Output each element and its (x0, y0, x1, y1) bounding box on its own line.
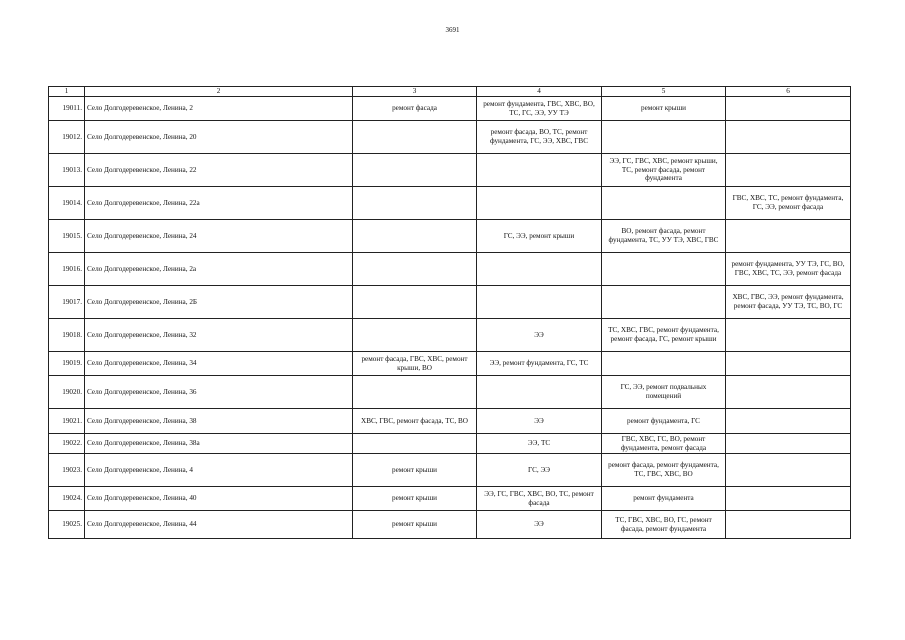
table-row (49, 376, 851, 409)
row-cell-3 (353, 286, 477, 319)
row-number: 19021. (49, 409, 85, 434)
row-cell-6: ХВС, ГВС, ЭЭ, ремонт фундамента, ремонт фасада, УУ ТЭ, ТС, ВО, ГС (726, 286, 851, 319)
row-cell-5: ремонт фасада, ремонт фундамента, ТС, ГВС, ХВС, ВО (602, 454, 726, 487)
row-cell-5 (602, 286, 726, 319)
row-cell-5: ВО, ремонт фасада, ремонт фундамента, ТС, УУ ТЭ, ХВС, ГВС (602, 220, 726, 253)
row-cell-6 (726, 409, 851, 434)
row-cell-5: ремонт фундамента (602, 487, 726, 511)
row-cell-4 (477, 286, 602, 319)
row-cell-6 (726, 154, 851, 187)
row-number: 19016. (49, 253, 85, 286)
row-cell-6 (726, 454, 851, 487)
row-cell-4 (477, 376, 602, 409)
column-header: 1 (49, 87, 85, 97)
row-cell-6: ремонт фундамента, УУ ТЭ, ГС, ВО, ГВС, ХВС, ТС, ЭЭ, ремонт фасада (726, 253, 851, 286)
row-cell-5 (602, 352, 726, 376)
row-number: 19022. (49, 434, 85, 454)
row-cell-3 (353, 154, 477, 187)
column-header: 2 (85, 87, 353, 97)
row-cell-5: ГВС, ХВС, ГС, ВО, ремонт фундамента, ремонт фасада (602, 434, 726, 454)
row-cell-4: ремонт фасада, ВО, ТС, ремонт фундамента, ГС, ЭЭ, ХВС, ГВС (477, 121, 602, 154)
row-cell-4: ЭЭ (477, 409, 602, 434)
table-row (49, 187, 851, 220)
row-cell-5: ТС, ХВС, ГВС, ремонт фундамента, ремонт фасада, ГС, ремонт крыши (602, 319, 726, 352)
row-cell-3 (353, 319, 477, 352)
row-number: 19019. (49, 352, 85, 376)
column-header: 3 (353, 87, 477, 97)
table-row (49, 121, 851, 154)
row-cell-5: ТС, ГВС, ХВС, ВО, ГС, ремонт фасада, ремонт фундамента (602, 511, 726, 539)
row-cell-3: ремонт крыши (353, 487, 477, 511)
row-cell-3 (353, 376, 477, 409)
row-number: 19017. (49, 286, 85, 319)
row-cell-6 (726, 121, 851, 154)
row-cell-4: ГС, ЭЭ, ремонт крыши (477, 220, 602, 253)
row-cell-4: ГС, ЭЭ (477, 454, 602, 487)
row-address: Село Долгодеревенское, Ленина, 2Б (85, 286, 353, 319)
row-cell-4: ЭЭ, ТС (477, 434, 602, 454)
row-cell-5 (602, 121, 726, 154)
row-cell-3 (353, 253, 477, 286)
table-row (49, 434, 851, 454)
row-cell-4: ЭЭ, ГС, ГВС, ХВС, ВО, ТС, ремонт фасада (477, 487, 602, 511)
table-row (49, 319, 851, 352)
row-cell-6 (726, 220, 851, 253)
row-address: Село Долгодеревенское, Ленина, 2а (85, 253, 353, 286)
row-cell-6 (726, 487, 851, 511)
row-number: 19024. (49, 487, 85, 511)
row-cell-5 (602, 253, 726, 286)
column-header: 4 (477, 87, 602, 97)
row-number: 19023. (49, 454, 85, 487)
row-address: Село Долгодеревенское, Ленина, 40 (85, 487, 353, 511)
row-number: 19020. (49, 376, 85, 409)
row-cell-4: ЭЭ, ремонт фундамента, ГС, ТС (477, 352, 602, 376)
row-cell-3: ремонт крыши (353, 454, 477, 487)
table-row (49, 286, 851, 319)
registry-table (48, 86, 851, 539)
column-header: 5 (602, 87, 726, 97)
row-cell-4: ЭЭ (477, 511, 602, 539)
table-row (49, 154, 851, 187)
table-row (49, 409, 851, 434)
row-number: 19015. (49, 220, 85, 253)
row-number: 19018. (49, 319, 85, 352)
row-address: Село Долгодеревенское, Ленина, 20 (85, 121, 353, 154)
table-row (49, 487, 851, 511)
row-cell-4: ЭЭ (477, 319, 602, 352)
table-header-row (49, 87, 851, 97)
row-address: Село Долгодеревенское, Ленина, 24 (85, 220, 353, 253)
row-number: 19025. (49, 511, 85, 539)
row-cell-4 (477, 154, 602, 187)
row-address: Село Долгодеревенское, Ленина, 34 (85, 352, 353, 376)
row-cell-5: ремонт крыши (602, 97, 726, 121)
row-address: Село Долгодеревенское, Ленина, 44 (85, 511, 353, 539)
table-row (49, 220, 851, 253)
row-cell-5: ГС, ЭЭ, ремонт подвальных помещений (602, 376, 726, 409)
row-number: 19011. (49, 97, 85, 121)
row-address: Село Долгодеревенское, Ленина, 22 (85, 154, 353, 187)
row-cell-6 (726, 434, 851, 454)
row-cell-5: ремонт фундамента, ГС (602, 409, 726, 434)
row-address: Село Долгодеревенское, Ленина, 2 (85, 97, 353, 121)
row-cell-3 (353, 434, 477, 454)
row-number: 19013. (49, 154, 85, 187)
table-row (49, 253, 851, 286)
row-address: Село Долгодеревенское, Ленина, 32 (85, 319, 353, 352)
row-cell-4: ремонт фундамента, ГВС, ХВС, ВО, ТС, ГС, ЭЭ, УУ ТЭ (477, 97, 602, 121)
row-cell-6 (726, 376, 851, 409)
row-cell-3 (353, 121, 477, 154)
row-cell-5: ЭЭ, ГС, ГВС, ХВС, ремонт крыши, ТС, ремонт фасада, ремонт фундамента (602, 154, 726, 187)
table-row (49, 454, 851, 487)
row-number: 19014. (49, 187, 85, 220)
page-number: 3691 (445, 26, 460, 34)
row-cell-4 (477, 187, 602, 220)
row-cell-6 (726, 511, 851, 539)
table-row (49, 511, 851, 539)
row-address: Село Долгодеревенское, Ленина, 22а (85, 187, 353, 220)
row-number: 19012. (49, 121, 85, 154)
row-cell-3 (353, 220, 477, 253)
row-cell-6 (726, 97, 851, 121)
row-cell-3: ремонт фасада, ГВС, ХВС, ремонт крыши, ВО (353, 352, 477, 376)
row-cell-5 (602, 187, 726, 220)
row-cell-3: ХВС, ГВС, ремонт фасада, ТС, ВО (353, 409, 477, 434)
row-cell-3 (353, 187, 477, 220)
row-cell-3: ремонт крыши (353, 511, 477, 539)
row-cell-6 (726, 352, 851, 376)
table-row (49, 97, 851, 121)
row-cell-6: ГВС, ХВС, ТС, ремонт фундамента, ГС, ЭЭ, ремонт фасада (726, 187, 851, 220)
table-row (49, 352, 851, 376)
row-cell-4 (477, 253, 602, 286)
column-header: 6 (726, 87, 851, 97)
row-address: Село Долгодеревенское, Ленина, 38 (85, 409, 353, 434)
row-cell-3: ремонт фасада (353, 97, 477, 121)
row-cell-6 (726, 319, 851, 352)
row-address: Село Долгодеревенское, Ленина, 38а (85, 434, 353, 454)
row-address: Село Долгодеревенское, Ленина, 4 (85, 454, 353, 487)
row-address: Село Долгодеревенское, Ленина, 36 (85, 376, 353, 409)
